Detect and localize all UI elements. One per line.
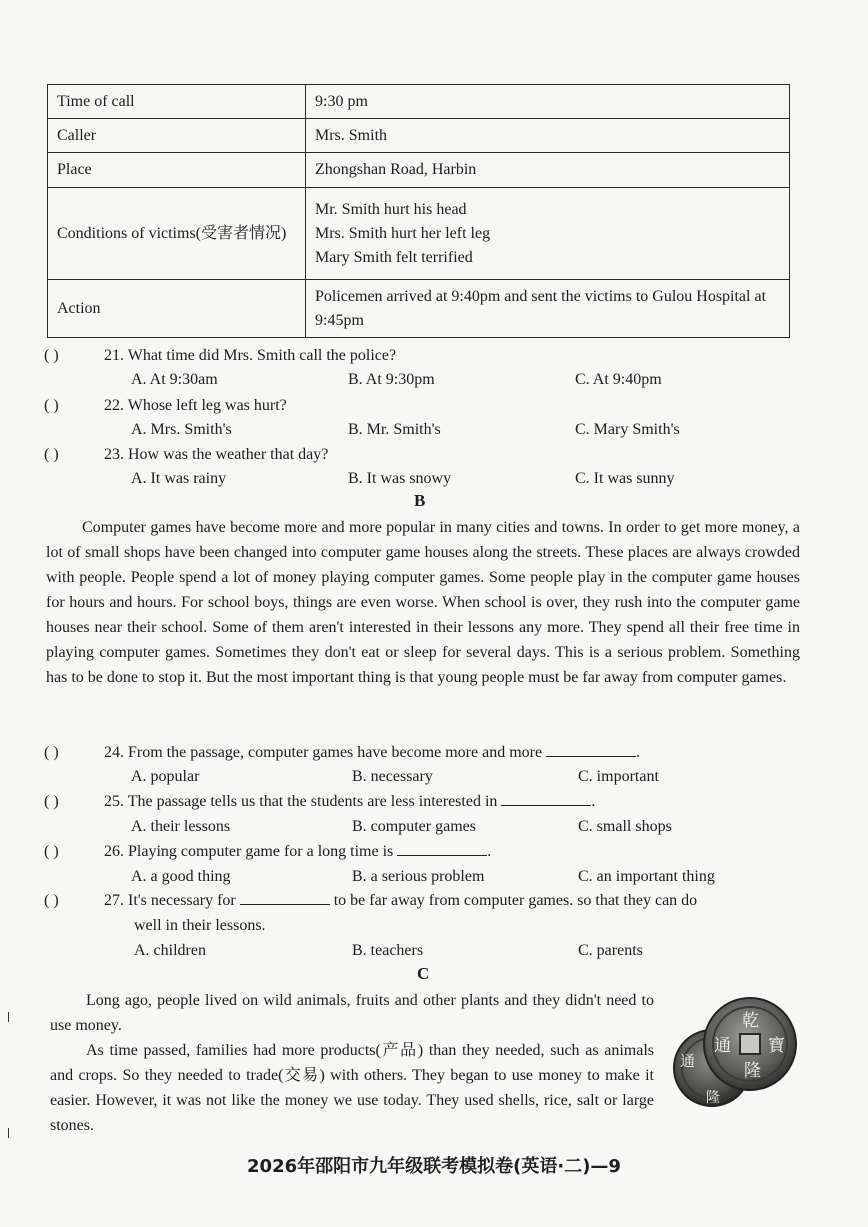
margin-mark — [8, 1012, 9, 1022]
question-stem: Whose left leg was hurt? — [127, 397, 287, 414]
coin-glyph: 通 — [714, 1036, 731, 1055]
question-stem-end: . — [591, 793, 596, 810]
option-c: C. It was sunny — [575, 470, 675, 487]
option-c: C. parents — [578, 942, 643, 959]
coin-glyph: 通 — [680, 1054, 696, 1070]
question-25 — [44, 790, 595, 814]
question-number: 21. — [104, 347, 124, 364]
option-a: A. It was rainy — [131, 470, 227, 487]
option-a: A. At 9:30am — [131, 371, 218, 388]
answer-bracket[interactable]: ( ) — [44, 892, 59, 909]
table-value: Zhongshan Road, Harbin — [306, 153, 790, 188]
answer-bracket[interactable]: ( ) — [44, 843, 59, 860]
answer-blank[interactable] — [501, 791, 591, 806]
option-c: C. an important thing — [578, 868, 715, 885]
passage-paragraph: As time passed, families had more products(产品) than they needed, such as animals and crops. So they needed to trade(交易) with others. They began to use money to make it easier. However, it was not like the money we use today. They used shells, rice, salt or large stones. — [50, 1042, 654, 1134]
question-stem: What time did Mrs. Smith call the police? — [127, 347, 397, 364]
table-value: 9:30 pm — [306, 85, 790, 119]
answer-bracket[interactable]: ( ) — [44, 347, 59, 364]
question-number: 26. — [104, 843, 124, 860]
question-number: 23. — [104, 446, 124, 463]
option-a: A. their lessons — [131, 818, 231, 835]
question-stem-end: . — [636, 744, 641, 761]
question-stem-end: . — [487, 843, 492, 860]
table-row — [48, 280, 790, 338]
option-c: C. At 9:40pm — [575, 371, 662, 388]
section-heading-c: C — [417, 964, 430, 983]
victim-line: Mrs. Smith hurt her left leg — [315, 224, 491, 242]
coin-illustration — [672, 988, 802, 1123]
answer-bracket[interactable]: ( ) — [44, 397, 59, 414]
coin-glyph: 寶 — [768, 1036, 785, 1055]
table-value — [306, 188, 790, 280]
question-26 — [44, 840, 491, 864]
option-b: B. necessary — [352, 768, 433, 785]
question-stem: How was the weather that day? — [128, 446, 329, 463]
margin-mark — [8, 1128, 9, 1138]
option-c: C. important — [578, 768, 659, 785]
coin-glyph: 隆 — [706, 1091, 720, 1106]
question-23 — [44, 443, 328, 467]
section-heading-b: B — [414, 491, 426, 510]
passage-c — [50, 988, 654, 1138]
question-22 — [44, 394, 287, 418]
question-stem-end: to be far away from computer games. so that they can do — [333, 892, 698, 909]
coin-glyph: 隆 — [744, 1061, 761, 1080]
option-a: A. a good thing — [131, 868, 231, 885]
table-key: Place — [48, 153, 306, 188]
passage-paragraph: Long ago, people lived on wild animals, fruits and other plants and they didn't need to use money. — [50, 992, 654, 1034]
question-number: 27. — [104, 892, 124, 909]
answer-bracket[interactable]: ( ) — [44, 744, 59, 761]
question-27-line2: well in their lessons. — [134, 917, 266, 934]
table-key: Conditions of victims(受害者情况) — [48, 188, 306, 280]
call-report-table — [47, 84, 790, 338]
question-stem: The passage tells us that the students are less interested in — [127, 793, 498, 810]
table-value: Mrs. Smith — [306, 119, 790, 153]
option-a: A. Mrs. Smith's — [131, 421, 232, 438]
option-b: B. Mr. Smith's — [348, 421, 441, 438]
option-a: A. popular — [131, 768, 200, 785]
table-row — [48, 188, 790, 280]
passage-b — [46, 515, 800, 690]
table-key: Action — [48, 280, 306, 338]
question-stem: From the passage, computer games have become more and more — [128, 744, 543, 761]
answer-blank[interactable] — [240, 890, 330, 905]
question-stem: It's necessary for — [128, 892, 236, 909]
victim-line: Mary Smith felt terrified — [315, 248, 473, 266]
coin-glyph: 乾 — [742, 1011, 759, 1030]
answer-bracket[interactable]: ( ) — [44, 446, 59, 463]
question-24 — [44, 741, 640, 765]
question-number: 25. — [104, 793, 124, 810]
question-27 — [44, 889, 697, 913]
option-b: B. teachers — [352, 942, 424, 959]
option-b: B. a serious problem — [352, 868, 485, 885]
table-key: Time of call — [48, 85, 306, 119]
victim-line: Mr. Smith hurt his head — [315, 200, 467, 218]
passage-text: Computer games have become more and more popular in many cities and towns. In order to get more money, a lot of small shops have been changed into computer game houses along the streets. These places are always crowded with people. People spend a lot of money playing computer games. Some people play in the computer game houses for hours and hours. For school boys, things are even worse. When school is over, they rush into the computer game houses near their school. Some of them aren't interested in their lessons any more. They spend all their free time in playing computer games. Sometimes they don't eat or sleep for several days. This is a serious problem. Something has to be done to stop it. But the most important thing is that young people must be far away from computer games. — [46, 519, 800, 686]
table-key: Caller — [48, 119, 306, 153]
option-c: C. Mary Smith's — [575, 421, 680, 438]
answer-blank[interactable] — [397, 841, 487, 856]
ancient-coin-image — [672, 988, 802, 1123]
option-b: B. It was snowy — [348, 470, 452, 487]
answer-bracket[interactable]: ( ) — [44, 793, 59, 810]
question-21 — [44, 344, 396, 368]
page-footer: 2026年邵阳市九年级联考模拟卷(英语·二)—9 — [247, 1156, 621, 1177]
option-b: B. computer games — [352, 818, 476, 835]
table-row — [48, 119, 790, 153]
question-number: 22. — [104, 397, 124, 414]
table-row — [48, 85, 790, 119]
option-a: A. children — [134, 942, 206, 959]
table-row — [48, 153, 790, 188]
answer-blank[interactable] — [546, 742, 636, 757]
option-c: C. small shops — [578, 818, 672, 835]
question-stem: Playing computer game for a long time is — [128, 843, 394, 860]
table-value: Policemen arrived at 9:40pm and sent the victims to Gulou Hospital at 9:45pm — [306, 280, 790, 338]
question-number: 24. — [104, 744, 124, 761]
option-b: B. At 9:30pm — [348, 371, 435, 388]
